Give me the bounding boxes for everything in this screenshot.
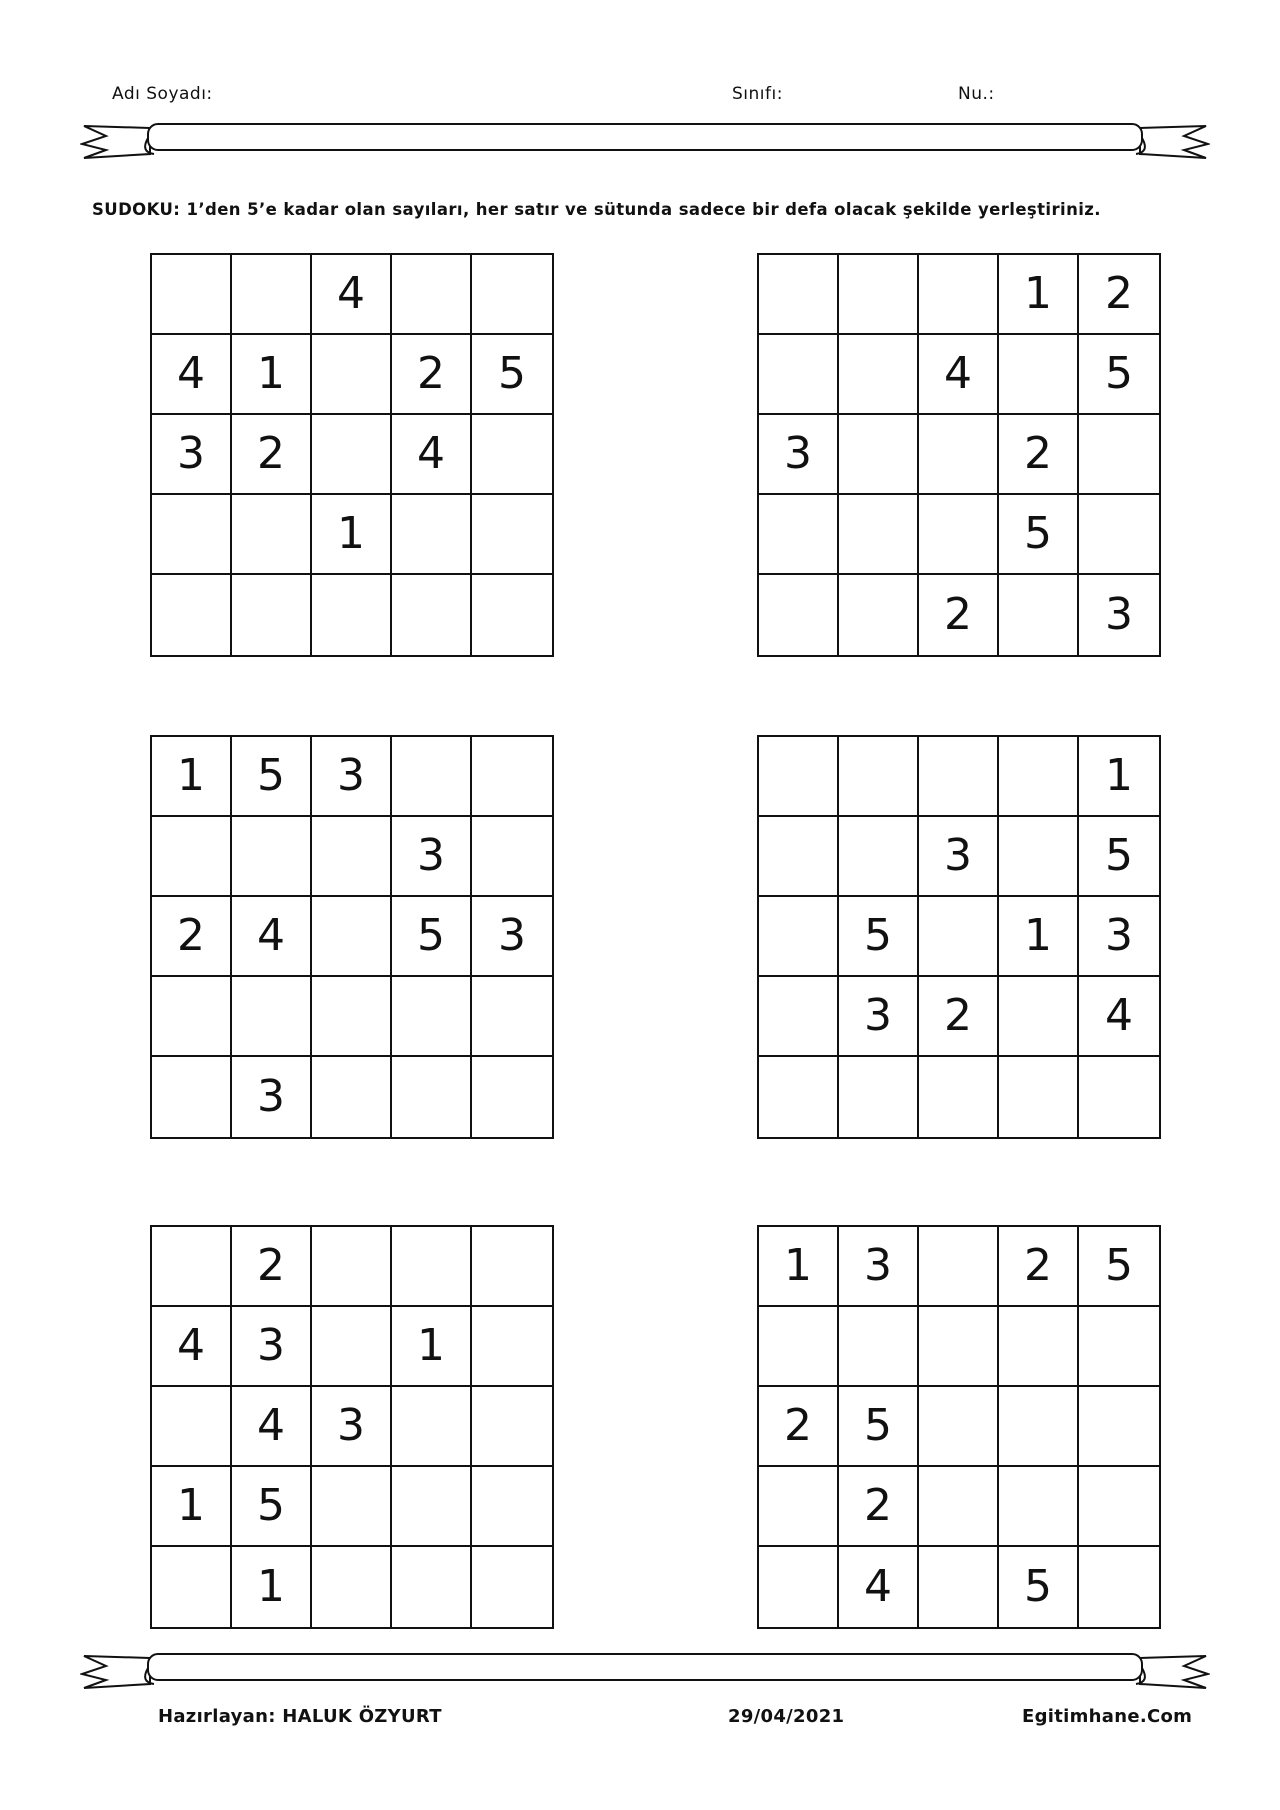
sudoku-cell[interactable] <box>759 977 839 1057</box>
sudoku-cell: 2 <box>152 897 232 977</box>
sudoku-cell: 3 <box>472 897 552 977</box>
sudoku-cell[interactable] <box>472 977 552 1057</box>
sudoku-cell[interactable] <box>472 1227 552 1307</box>
sudoku-cell[interactable] <box>919 1547 999 1627</box>
sudoku-cell: 4 <box>392 415 472 495</box>
sudoku-cell[interactable] <box>392 1387 472 1467</box>
sudoku-cell[interactable] <box>999 1307 1079 1387</box>
sudoku-cell[interactable] <box>392 737 472 817</box>
sudoku-cell[interactable] <box>392 1227 472 1307</box>
sudoku-cell[interactable] <box>472 1387 552 1467</box>
sudoku-cell: 2 <box>392 335 472 415</box>
sudoku-cell[interactable] <box>1079 1057 1159 1137</box>
sudoku-cell[interactable] <box>919 737 999 817</box>
sudoku-cell: 2 <box>999 1227 1079 1307</box>
sudoku-cell[interactable] <box>839 255 919 335</box>
sudoku-cell: 2 <box>839 1467 919 1547</box>
sudoku-grid-1 <box>150 253 554 657</box>
sudoku-cell: 5 <box>1079 1227 1159 1307</box>
sudoku-cell[interactable] <box>152 1057 232 1137</box>
sudoku-cell[interactable] <box>392 495 472 575</box>
top-scroll-banner <box>80 116 1210 166</box>
sudoku-cell[interactable] <box>759 335 839 415</box>
sudoku-cell[interactable] <box>759 575 839 655</box>
sudoku-cell[interactable] <box>759 897 839 977</box>
sudoku-cell[interactable] <box>312 977 392 1057</box>
sudoku-cell: 5 <box>392 897 472 977</box>
sudoku-cell[interactable] <box>312 1547 392 1627</box>
sudoku-cell: 5 <box>1079 817 1159 897</box>
sudoku-cell[interactable] <box>919 415 999 495</box>
sudoku-cell: 4 <box>152 1307 232 1387</box>
sudoku-cell: 4 <box>232 897 312 977</box>
sudoku-cell: 3 <box>152 415 232 495</box>
sudoku-cell: 4 <box>152 335 232 415</box>
sudoku-cell[interactable] <box>312 1467 392 1547</box>
sudoku-cell[interactable] <box>472 1307 552 1387</box>
sudoku-cell: 1 <box>759 1227 839 1307</box>
footer-author: Hazırlayan: HALUK ÖZYURT <box>158 1706 442 1727</box>
sudoku-cell[interactable] <box>152 255 232 335</box>
sudoku-grid-4 <box>757 735 1161 1139</box>
bottom-scroll-banner <box>80 1646 1210 1696</box>
sudoku-cell: 5 <box>232 1467 312 1547</box>
sudoku-cell[interactable] <box>759 1547 839 1627</box>
sudoku-cell[interactable] <box>392 1467 472 1547</box>
sudoku-cell[interactable] <box>1079 1387 1159 1467</box>
sudoku-cell[interactable] <box>1079 495 1159 575</box>
sudoku-cell[interactable] <box>152 495 232 575</box>
footer-site: Egitimhane.Com <box>1022 1706 1193 1727</box>
sudoku-cell[interactable] <box>152 977 232 1057</box>
sudoku-cell: 1 <box>232 1547 312 1627</box>
sudoku-cell[interactable] <box>759 737 839 817</box>
sudoku-cell[interactable] <box>232 575 312 655</box>
sudoku-cell[interactable] <box>312 335 392 415</box>
sudoku-cell[interactable] <box>232 977 312 1057</box>
sudoku-cell[interactable] <box>839 575 919 655</box>
sudoku-cell: 5 <box>232 737 312 817</box>
sudoku-cell[interactable] <box>759 255 839 335</box>
sudoku-cell[interactable] <box>919 897 999 977</box>
sudoku-cell: 3 <box>392 817 472 897</box>
sudoku-cell[interactable] <box>999 335 1079 415</box>
sudoku-cell: 1 <box>232 335 312 415</box>
sudoku-cell[interactable] <box>1079 415 1159 495</box>
sudoku-cell: 4 <box>839 1547 919 1627</box>
number-label: Nu.: <box>958 84 995 104</box>
sudoku-cell: 2 <box>232 1227 312 1307</box>
sudoku-cell[interactable] <box>999 1387 1079 1467</box>
sudoku-cell[interactable] <box>999 817 1079 897</box>
sudoku-cell[interactable] <box>472 495 552 575</box>
sudoku-cell: 5 <box>472 335 552 415</box>
sudoku-cell[interactable] <box>839 737 919 817</box>
sudoku-grid-5 <box>150 1225 554 1629</box>
footer-date: 29/04/2021 <box>728 1706 845 1727</box>
sudoku-cell[interactable] <box>919 1387 999 1467</box>
sudoku-cell: 3 <box>839 977 919 1057</box>
sudoku-cell[interactable] <box>472 817 552 897</box>
sudoku-cell: 5 <box>999 1547 1079 1627</box>
sudoku-cell: 2 <box>919 575 999 655</box>
sudoku-cell[interactable] <box>759 495 839 575</box>
sudoku-cell: 3 <box>232 1057 312 1137</box>
sudoku-cell: 5 <box>1079 335 1159 415</box>
sudoku-cell[interactable] <box>839 415 919 495</box>
sudoku-cell: 3 <box>232 1307 312 1387</box>
class-label: Sınıfı: <box>732 84 783 104</box>
sudoku-cell: 1 <box>152 737 232 817</box>
sudoku-cell[interactable] <box>919 1467 999 1547</box>
sudoku-cell[interactable] <box>232 817 312 897</box>
sudoku-cell[interactable] <box>999 977 1079 1057</box>
sudoku-cell[interactable] <box>759 817 839 897</box>
sudoku-cell[interactable] <box>472 1057 552 1137</box>
sudoku-cell: 2 <box>1079 255 1159 335</box>
sudoku-cell[interactable] <box>759 1467 839 1547</box>
sudoku-cell: 1 <box>152 1467 232 1547</box>
sudoku-cell[interactable] <box>919 1227 999 1307</box>
sudoku-cell[interactable] <box>1079 1307 1159 1387</box>
sudoku-cell[interactable] <box>232 255 312 335</box>
sudoku-cell: 4 <box>919 335 999 415</box>
sudoku-cell: 5 <box>999 495 1079 575</box>
sudoku-cell[interactable] <box>999 1057 1079 1137</box>
sudoku-cell[interactable] <box>312 1227 392 1307</box>
sudoku-cell[interactable] <box>839 817 919 897</box>
sudoku-cell[interactable] <box>919 1307 999 1387</box>
sudoku-cell: 1 <box>999 255 1079 335</box>
sudoku-cell[interactable] <box>392 255 472 335</box>
sudoku-cell[interactable] <box>472 1467 552 1547</box>
sudoku-cell[interactable] <box>472 737 552 817</box>
sudoku-cell[interactable] <box>759 1307 839 1387</box>
sudoku-cell[interactable] <box>1079 1547 1159 1627</box>
sudoku-cell[interactable] <box>472 575 552 655</box>
sudoku-cell[interactable] <box>839 335 919 415</box>
sudoku-cell[interactable] <box>839 495 919 575</box>
sudoku-cell: 1 <box>1079 737 1159 817</box>
sudoku-cell: 5 <box>839 1387 919 1467</box>
sudoku-cell[interactable] <box>919 495 999 575</box>
instruction-text: SUDOKU: 1’den 5’e kadar olan sayıları, her satır ve sütunda sadece bir defa olacak şekilde yerleştiriniz. <box>92 200 1101 219</box>
sudoku-cell[interactable] <box>392 575 472 655</box>
sudoku-cell: 3 <box>312 1387 392 1467</box>
sudoku-cell[interactable] <box>919 1057 999 1137</box>
sudoku-cell[interactable] <box>472 415 552 495</box>
sudoku-grid-3 <box>150 735 554 1139</box>
sudoku-cell[interactable] <box>152 1227 232 1307</box>
sudoku-cell[interactable] <box>152 1547 232 1627</box>
name-label: Adı Soyadı: <box>112 84 213 104</box>
sudoku-cell: 4 <box>312 255 392 335</box>
sudoku-cell: 3 <box>919 817 999 897</box>
sudoku-cell: 1 <box>392 1307 472 1387</box>
sudoku-cell: 2 <box>999 415 1079 495</box>
sudoku-cell: 4 <box>232 1387 312 1467</box>
sudoku-cell: 3 <box>312 737 392 817</box>
sudoku-cell: 4 <box>1079 977 1159 1057</box>
sudoku-cell[interactable] <box>392 977 472 1057</box>
sudoku-cell[interactable] <box>392 1547 472 1627</box>
sudoku-cell[interactable] <box>472 1547 552 1627</box>
sudoku-cell[interactable] <box>999 575 1079 655</box>
sudoku-cell: 2 <box>919 977 999 1057</box>
sudoku-cell: 2 <box>232 415 312 495</box>
sudoku-cell: 2 <box>759 1387 839 1467</box>
sudoku-cell[interactable] <box>232 495 312 575</box>
sudoku-cell[interactable] <box>152 1387 232 1467</box>
sudoku-cell[interactable] <box>919 255 999 335</box>
sudoku-cell: 3 <box>839 1227 919 1307</box>
sudoku-cell[interactable] <box>839 1057 919 1137</box>
sudoku-cell[interactable] <box>312 1057 392 1137</box>
sudoku-cell[interactable] <box>839 1307 919 1387</box>
sudoku-cell[interactable] <box>999 737 1079 817</box>
sudoku-cell[interactable] <box>472 255 552 335</box>
sudoku-cell[interactable] <box>152 575 232 655</box>
sudoku-cell[interactable] <box>312 817 392 897</box>
sudoku-cell: 3 <box>759 415 839 495</box>
sudoku-cell[interactable] <box>152 817 232 897</box>
sudoku-cell[interactable] <box>312 575 392 655</box>
sudoku-cell: 3 <box>1079 897 1159 977</box>
sudoku-cell[interactable] <box>999 1467 1079 1547</box>
sudoku-cell[interactable] <box>312 897 392 977</box>
sudoku-cell[interactable] <box>759 1057 839 1137</box>
sudoku-cell: 5 <box>839 897 919 977</box>
sudoku-cell[interactable] <box>312 415 392 495</box>
sudoku-grid-2 <box>757 253 1161 657</box>
sudoku-cell: 1 <box>312 495 392 575</box>
sudoku-cell: 1 <box>999 897 1079 977</box>
sudoku-grid-6 <box>757 1225 1161 1629</box>
sudoku-cell[interactable] <box>1079 1467 1159 1547</box>
sudoku-cell[interactable] <box>392 1057 472 1137</box>
sudoku-cell: 3 <box>1105 589 1133 640</box>
sudoku-cell[interactable] <box>312 1307 392 1387</box>
